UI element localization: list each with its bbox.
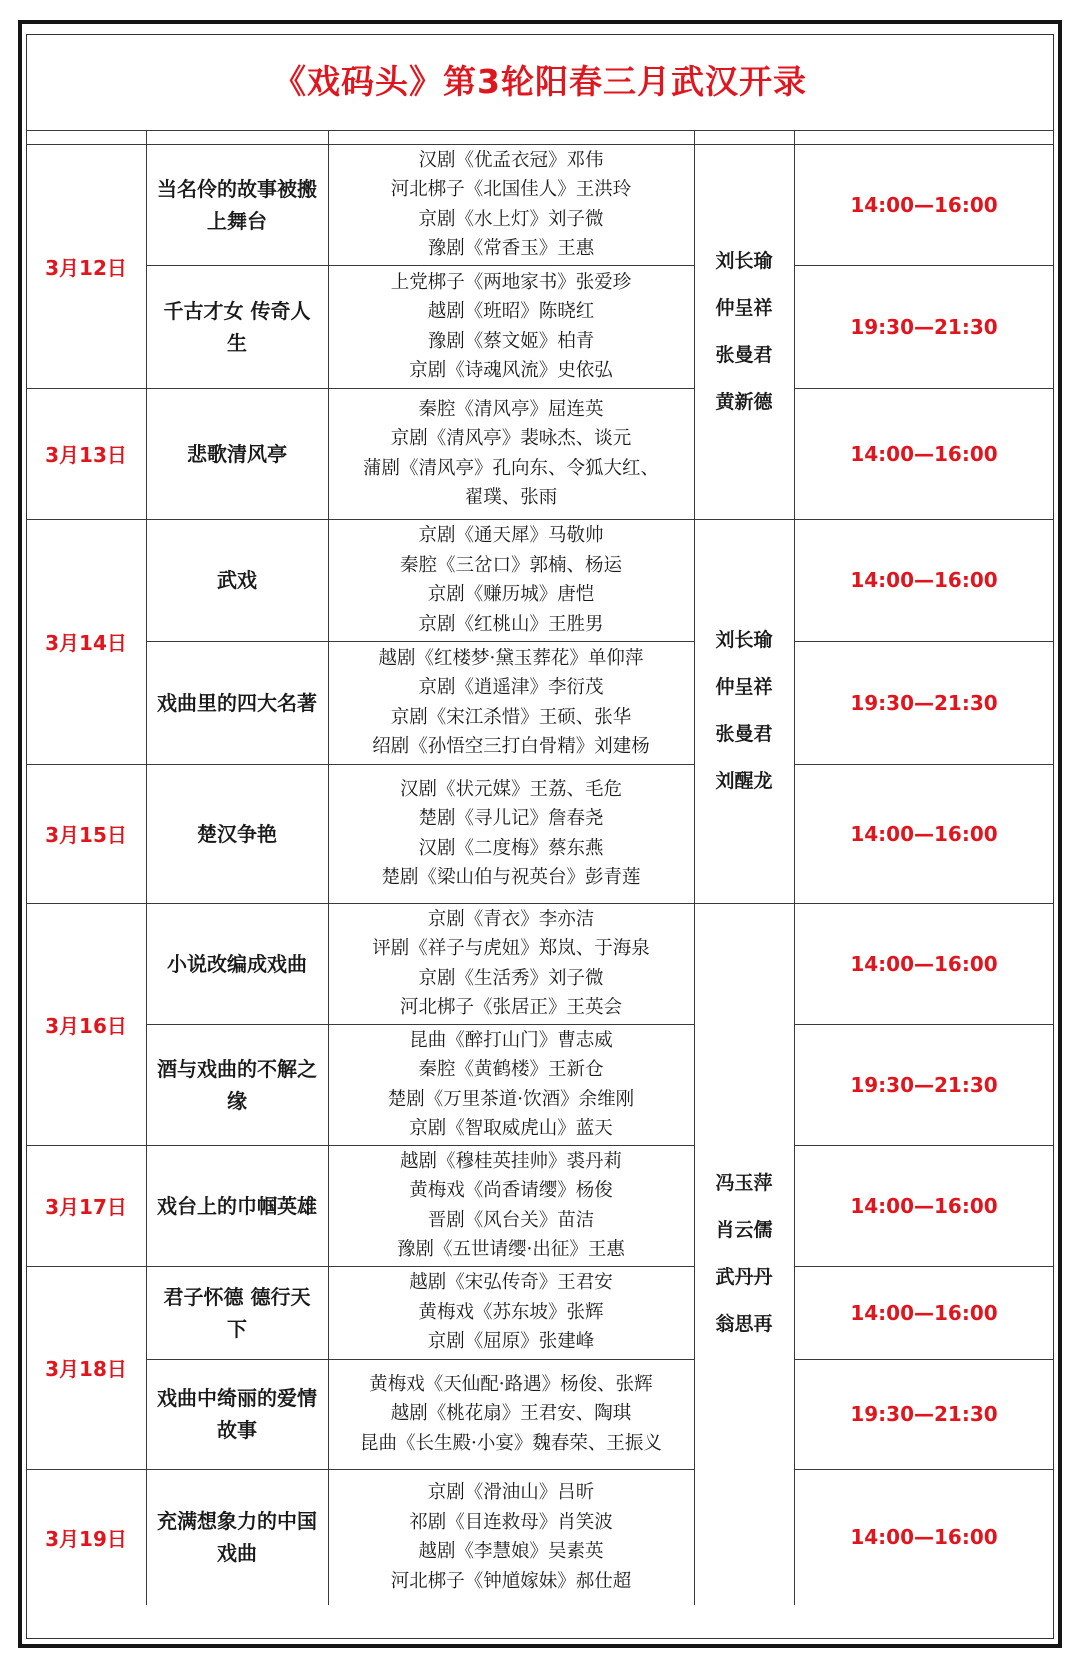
session-theme: 君子怀德 德行天下 (163, 1284, 311, 1341)
program-item: 京剧《红桃山》王胜男 (418, 613, 604, 635)
program-item: 上党梆子《两地家书》张爱珍 (390, 271, 632, 293)
guest-name: 刘醒龙 (715, 770, 773, 792)
program-list (328, 764, 694, 903)
program-item: 京剧《通天犀》马敬帅 (418, 525, 604, 546)
guest-name: 张曼君 (715, 343, 773, 366)
program-item: 汉剧《状元媒》王荔、毛危 (399, 778, 622, 800)
program-item: 翟璞、张雨 (464, 487, 558, 508)
date-cell: 3月15日 (45, 823, 127, 847)
guest-name: 黄新德 (715, 390, 773, 413)
session-time: 14:00—16:00 (850, 821, 998, 846)
session-time: 19:30—21:30 (850, 1402, 998, 1426)
program-list (328, 1024, 694, 1145)
program-item: 京剧《水上灯》刘子微 (418, 208, 604, 230)
program-list (328, 388, 694, 519)
session-theme: 小说改编成戏曲 (167, 951, 307, 976)
program-item: 昆曲《醉打山门》曹志威 (409, 1029, 613, 1051)
program-item: 黄梅戏《天仙配·路遇》杨俊、张辉 (369, 1373, 653, 1395)
program-item: 绍剧《孙悟空三打白骨精》刘建杨 (372, 736, 650, 757)
guest-name: 冯玉萍 (715, 1172, 773, 1194)
program-item: 汉剧《二度梅》蔡东燕 (418, 837, 604, 859)
schedule-grid (26, 0, 1054, 1639)
program-item: 晋剧《风台关》苗洁 (427, 1209, 595, 1231)
date-cell: 3月14日 (45, 631, 127, 655)
program-list (328, 1145, 694, 1266)
page-title: 《戏码头》第3轮阳春三月武汉开录 (273, 62, 807, 101)
program-item: 越剧《班昭》陈晓红 (427, 301, 595, 322)
date-cell: 3月12日 (45, 255, 127, 280)
program-list (328, 903, 694, 1024)
session-theme: 戏曲中绮丽的爱情故事 (157, 1386, 317, 1442)
program-item: 评剧《祥子与虎妞》郑岚、于海泉 (372, 938, 650, 959)
date-cell: 3月17日 (45, 1195, 127, 1219)
program-item: 京剧《清风亭》裴咏杰、谈元 (390, 428, 632, 449)
session-time: 19:30—21:30 (850, 690, 998, 715)
program-item: 京剧《屈原》张建峰 (427, 1331, 595, 1353)
program-item: 越剧《红楼梦·黛玉葬花》单仰萍 (378, 647, 644, 669)
program-item: 京剧《宋江杀惜》王硕、张华 (390, 706, 632, 728)
guest-name: 武丹丹 (715, 1266, 773, 1288)
session-theme: 悲歌清风亭 (187, 441, 287, 466)
session-time: 14:00—16:00 (850, 441, 998, 466)
program-item: 京剧《青衣》李亦洁 (427, 908, 595, 930)
program-item: 京剧《生活秀》刘子微 (418, 967, 604, 989)
program-item: 京剧《滑油山》吕昕 (427, 1482, 595, 1503)
program-list (328, 1359, 694, 1469)
session-time: 14:00—16:00 (850, 1300, 998, 1325)
program-item: 楚剧《梁山伯与祝英台》彭青莲 (381, 867, 641, 888)
session-time: 14:00—16:00 (850, 192, 998, 217)
date-cell: 3月18日 (45, 1357, 127, 1381)
program-item: 河北梆子《钟馗嫁妹》郝仕超 (390, 1570, 632, 1592)
program-list (328, 519, 694, 641)
program-list (328, 1266, 694, 1359)
date-cell: 3月13日 (45, 443, 127, 467)
guest-panel (694, 903, 794, 1605)
guest-name: 翁思再 (715, 1313, 773, 1335)
session-time: 19:30—21:30 (850, 314, 998, 339)
guest-name: 刘长瑜 (715, 629, 773, 651)
guest-panel (694, 519, 794, 903)
program-item: 黄梅戏《尚香请缨》杨俊 (409, 1180, 613, 1201)
program-item: 秦腔《清风亭》屈连英 (418, 398, 604, 420)
program-item: 楚剧《寻儿记》詹春尧 (418, 808, 604, 829)
program-item: 秦腔《三岔口》郭楠、杨运 (399, 554, 622, 576)
program-item: 越剧《桃花扇》王君安、陶琪 (390, 1403, 632, 1425)
program-item: 越剧《穆桂英挂帅》裘丹莉 (399, 1150, 622, 1172)
guest-name: 肖云儒 (715, 1219, 773, 1241)
session-time: 14:00—16:00 (850, 1193, 998, 1218)
header-line (26, 130, 1054, 131)
program-item: 河北梆子《张居正》王英会 (399, 997, 622, 1018)
guest-name: 仲呈祥 (715, 296, 773, 319)
program-item: 豫剧《常香玉》王惠 (427, 238, 595, 259)
session-theme: 武戏 (217, 568, 257, 592)
session-theme: 当名伶的故事被搬上舞台 (157, 176, 317, 233)
program-item: 河北梆子《北国佳人》王洪玲 (390, 179, 632, 200)
program-item: 黄梅戏《苏东坡》张辉 (418, 1301, 604, 1323)
program-item: 京剧《诗魂风流》史依弘 (409, 360, 613, 381)
program-item: 豫剧《五世请缨·出征》王惠 (397, 1239, 625, 1260)
program-item: 京剧《智取威虎山》蓝天 (409, 1118, 613, 1139)
date-cell: 3月19日 (45, 1526, 127, 1551)
program-item: 越剧《李慧娘》吴素英 (418, 1541, 604, 1562)
guest-name: 仲呈祥 (715, 676, 773, 698)
program-item: 蒲剧《清风亭》孔向东、令狐大红、 (362, 457, 659, 479)
guest-name: 张曼君 (715, 723, 773, 745)
session-theme: 千古才女 传奇人生 (163, 298, 311, 355)
program-item: 豫剧《蔡文姬》柏青 (427, 330, 595, 352)
program-item: 祁剧《目连救母》肖笑波 (409, 1511, 613, 1533)
session-theme: 戏台上的巾帼英雄 (157, 1193, 317, 1218)
program-item: 越剧《宋弘传奇》王君安 (409, 1272, 613, 1294)
program-item: 京剧《赚历城》唐恺 (427, 584, 595, 605)
session-theme: 戏曲里的四大名著 (157, 690, 317, 715)
guest-panel (694, 144, 794, 519)
program-list (328, 144, 694, 265)
session-time: 19:30—21:30 (850, 1072, 998, 1097)
session-time: 14:00—16:00 (850, 951, 998, 976)
program-item: 汉剧《优孟衣冠》邓伟 (418, 149, 604, 171)
session-theme: 酒与戏曲的不解之缘 (157, 1056, 317, 1113)
session-theme: 充满想象力的中国戏曲 (157, 1509, 317, 1565)
date-cell: 3月16日 (45, 1013, 127, 1038)
program-list (328, 1469, 694, 1605)
program-item: 楚剧《万里茶道·饮酒》余维刚 (387, 1088, 635, 1110)
session-time: 14:00—16:00 (850, 568, 998, 592)
program-list (328, 265, 694, 388)
program-item: 昆曲《长生殿·小宴》魏春荣、王振义 (360, 1432, 662, 1454)
program-item: 秦腔《黄鹤楼》王新仓 (418, 1059, 604, 1080)
program-list (328, 641, 694, 764)
guest-name: 刘长瑜 (715, 249, 773, 272)
session-theme: 楚汉争艳 (197, 821, 277, 846)
session-time: 14:00—16:00 (850, 1525, 998, 1549)
program-item: 京剧《逍遥津》李衍茂 (418, 677, 604, 698)
